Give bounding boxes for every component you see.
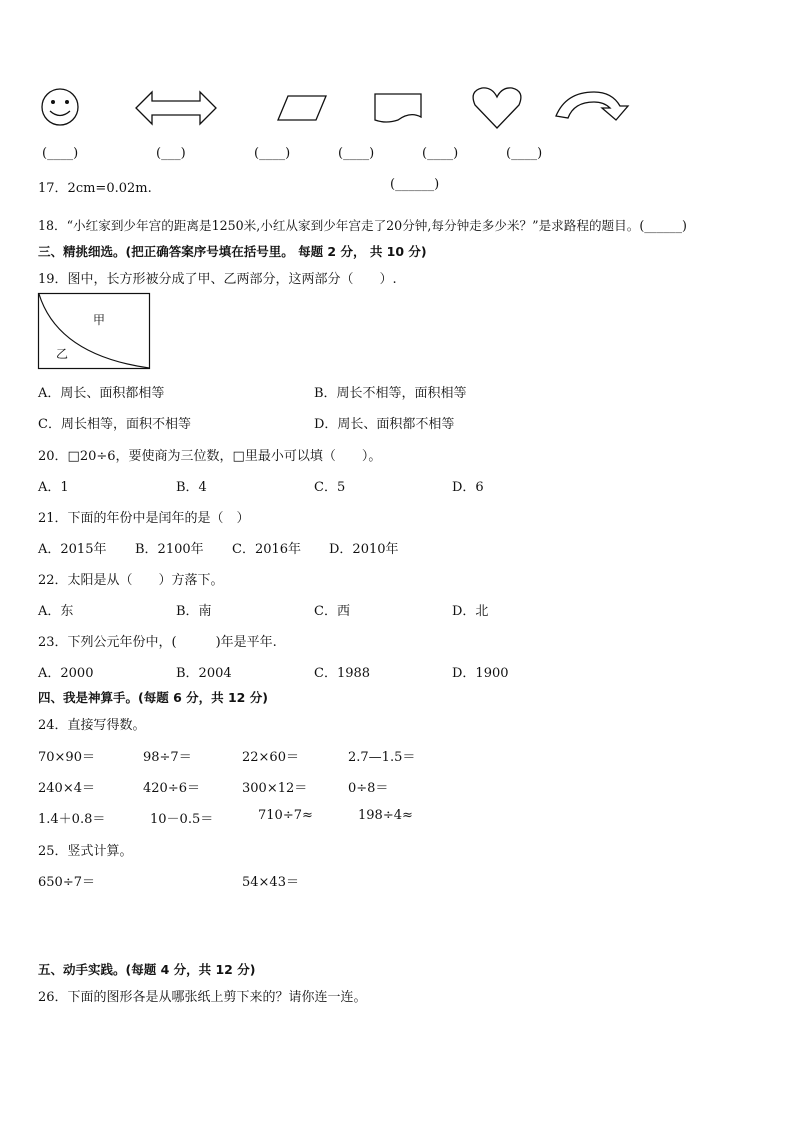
- double-arrow-icon: [136, 91, 216, 127]
- q24-item: 98÷7＝: [143, 750, 192, 765]
- q24-item: 0÷8＝: [348, 781, 389, 796]
- shape-blank-3[interactable]: (____): [254, 146, 291, 161]
- question-19-figure: [38, 293, 150, 369]
- q23-option-c[interactable]: C．1988: [314, 666, 371, 681]
- question-22-stem: 22．太阳是从（ ）方落下。: [38, 573, 224, 588]
- q22-option-b[interactable]: B．南: [176, 604, 212, 619]
- question-19-stem: 19．图中，长方形被分成了甲、乙两部分，这两部分（ ）.: [38, 272, 397, 287]
- q24-item: 420÷6＝: [143, 781, 200, 796]
- q24-item: 22×60＝: [242, 750, 299, 765]
- section-5-title: 五、动手实践。(每题 4 分，共 12 分): [38, 962, 256, 977]
- question-25-stem: 25．竖式计算。: [38, 844, 133, 859]
- figure-label-yi: 乙: [56, 347, 69, 361]
- parallelogram-icon: [278, 94, 328, 124]
- shape-blank-2[interactable]: (___): [156, 146, 186, 161]
- q19-option-d[interactable]: D．周长、面积都不相等: [314, 417, 455, 432]
- q22-option-a[interactable]: A．东: [38, 604, 74, 619]
- q24-item: 240×4＝: [38, 781, 95, 796]
- q19-option-c[interactable]: C．周长相等，面积不相等: [38, 417, 191, 432]
- q25-item: 650÷7＝: [38, 875, 95, 890]
- q23-option-a[interactable]: A．2000: [38, 666, 94, 681]
- q25-item: 54×43＝: [242, 875, 299, 890]
- heart-icon: [472, 86, 522, 130]
- q20-option-b[interactable]: B．4: [176, 480, 207, 495]
- q19-option-b[interactable]: B．周长不相等，面积相等: [314, 386, 467, 401]
- q20-option-d[interactable]: D．6: [452, 480, 484, 495]
- question-23-stem: 23．下列公元年份中，( )年是平年.: [38, 635, 277, 650]
- q24-item: 710÷7≈: [258, 808, 313, 823]
- question-26-stem: 26．下面的图形各是从哪张纸上剪下来的？请你连一连。: [38, 990, 367, 1005]
- question-18: 18．“小红家到少年宫的距离是1250米,小红从家到少年宫走了20分钟,每分钟走多少米？”是求路程的题目。(______): [38, 218, 687, 233]
- q24-item: 70×90＝: [38, 750, 95, 765]
- q21-option-b[interactable]: B．2100年: [135, 542, 204, 557]
- question-17-blank[interactable]: (______): [390, 177, 440, 192]
- q21-option-c[interactable]: C．2016年: [232, 542, 302, 557]
- section-3-title: 三、精挑细选。(把正确答案序号填在括号里。 每题 2 分， 共 10 分): [38, 244, 427, 259]
- curved-arrow-icon: [554, 88, 632, 128]
- q23-option-d[interactable]: D．1900: [452, 666, 509, 681]
- q21-option-d[interactable]: D．2010年: [329, 542, 399, 557]
- rectangle-split-figure: [38, 293, 150, 369]
- q24-item: 198÷4≈: [358, 808, 413, 823]
- q24-item: 1.4＋0.8＝: [38, 812, 106, 827]
- q22-option-c[interactable]: C．西: [314, 604, 350, 619]
- smiley-face-icon: [40, 87, 80, 127]
- shape-blank-5[interactable]: (____): [422, 146, 459, 161]
- shapes-row: [0, 84, 794, 134]
- shape-blank-6[interactable]: (____): [506, 146, 543, 161]
- q21-option-a[interactable]: A．2015年: [38, 542, 107, 557]
- q24-item: 300×12＝: [242, 781, 308, 796]
- question-20-stem: 20．□20÷6，要使商为三位数，□里最小可以填（ ）。: [38, 449, 382, 464]
- question-24-stem: 24．直接写得数。: [38, 718, 146, 733]
- q20-option-c[interactable]: C．5: [314, 480, 346, 495]
- wavy-flag-icon: [374, 93, 424, 125]
- q23-option-b[interactable]: B．2004: [176, 666, 232, 681]
- question-21-stem: 21．下面的年份中是闰年的是（ ）: [38, 511, 250, 526]
- q19-option-a[interactable]: A．周长、面积都相等: [38, 386, 165, 401]
- figure-label-jia: 甲: [93, 313, 106, 327]
- shape-blank-1[interactable]: (____): [42, 146, 79, 161]
- section-4-title: 四、我是神算手。(每题 6 分，共 12 分): [38, 690, 268, 705]
- q22-option-d[interactable]: D．北: [452, 604, 489, 619]
- shape-blank-4[interactable]: (____): [338, 146, 375, 161]
- q20-option-a[interactable]: A．1: [38, 480, 69, 495]
- q24-item: 10－0.5＝: [150, 812, 214, 827]
- q24-item: 2.7—1.5＝: [348, 750, 416, 765]
- question-17: 17．2cm=0.02m.: [38, 181, 152, 196]
